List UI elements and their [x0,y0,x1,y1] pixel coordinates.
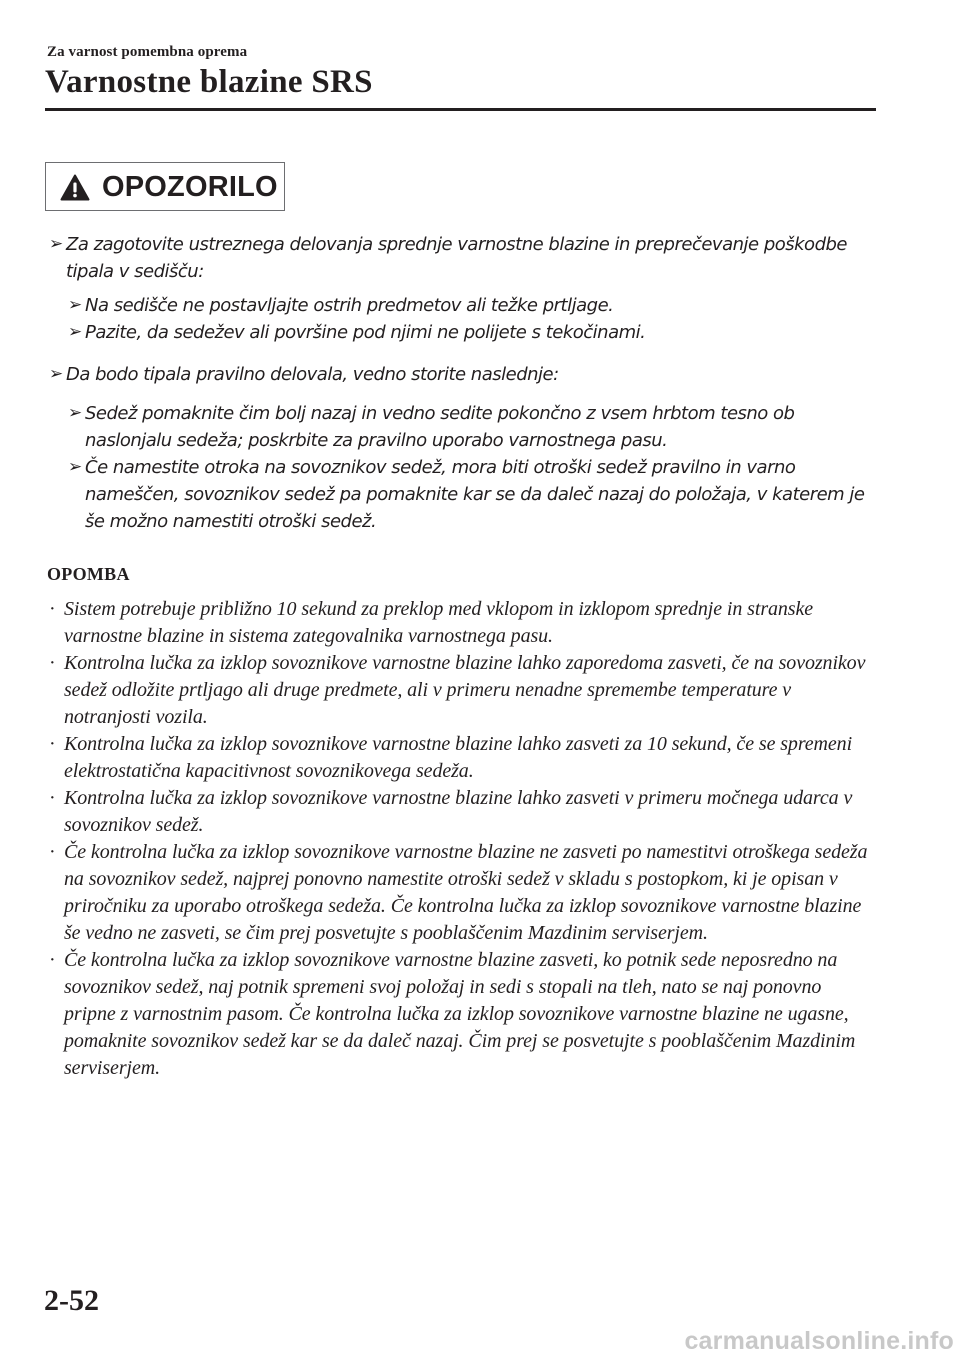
arrow-bullet-icon: ➢ [49,234,63,254]
note-item-text: Če kontrolna lučka za izklop sovoznikove varnostne blazine zasveti, ko potnik sede neposredno na sovoznikov sedež, naj potnik spremeni svoj položaj in sedi s stopali na tleh, nato se naj ponovno pripne z varnostnim pasom. Če kontrolna lučka za izklop sovoznikove varnostne blazine ne ugasne, pomaknite sovoznikov sedež kar se da daleč nazaj. Čim prej se posvetujte s pooblaščenim Mazdinim serviserjem. [64,949,856,1079]
watermark[interactable]: carmanualsonline.info [684,1327,954,1355]
arrow-bullet-icon: ➢ [49,364,63,384]
note-item [47,947,877,1082]
page-title: Varnostne blazine SRS [45,64,373,100]
warning-item [49,361,879,388]
warning-triangle-icon [60,174,90,201]
warning-subitem [68,454,878,535]
note-item [47,785,877,839]
note-item-text: Sistem potrebuje približno 10 sekund za preklop med vklopom in izklopom sprednje in stranske varnostne blazine in sistema zategovalnika varnostnega pasu. [64,598,814,647]
bullet-dot: · [49,787,56,809]
note-title: OPOMBA [47,564,130,584]
arrow-bullet-icon: ➢ [68,322,82,342]
note-item [47,596,877,650]
arrow-bullet-icon: ➢ [68,403,82,423]
bullet-dot: · [49,841,56,863]
warning-title: OPOZORILO [102,171,278,203]
section-label: Za varnost pomembna oprema [47,44,248,60]
bullet-dot: · [49,949,56,971]
note-item-text: Kontrolna lučka za izklop sovoznikove varnostne blazine lahko zasveti v primeru močnega udarca v sovoznikov sedež. [64,787,853,836]
note-item-text: Kontrolna lučka za izklop sovoznikove varnostne blazine lahko zasveti za 10 sekund, če se spremeni elektrostatična kapacitivnost sovoznikovega sedeža. [64,733,853,782]
warning-item-text: Za zagotovite ustreznega delovanja sprednje varnostne blazine in preprečevanje poškodbe tipala v sedišču: [66,234,847,282]
warning-item-text: Da bodo tipala pravilno delovala, vedno storite naslednje: [66,364,559,385]
bullet-dot: · [49,652,56,674]
warning-subitem-text: Sedež pomaknite čim bolj nazaj in vedno sedite pokončno z vsem hrbtom tesno ob naslonjalu sedeža; poskrbite za pravilno uporabo varnostnega pasu. [85,403,795,451]
warning-subitem [68,400,863,454]
arrow-bullet-icon: ➢ [68,295,82,315]
note-item [47,731,877,785]
note-item [47,650,877,731]
title-divider [45,108,876,111]
warning-subitem-text: Če namestite otroka na sovoznikov sedež, mora biti otroški sedež pravilno in varno nameščen, sovoznikov sedež pa pomaknite kar se da daleč nazaj do položaja, v katerem je še možno namestiti otroški sedež. [85,457,865,532]
note-list [47,596,877,1082]
arrow-bullet-icon: ➢ [68,457,82,477]
note-item-text: Kontrolna lučka za izklop sovoznikove varnostne blazine lahko zaporedoma zasveti, če na sovoznikov sedež odložite prtljago ali druge predmete, ali v primeru nenadne spremembe temperature v notranjosti vozila. [64,652,866,728]
note-item [47,839,877,947]
warning-subitem-text: Na sedišče ne postavljajte ostrih predmetov ali težke prtljage. [85,295,614,316]
warning-item [49,231,879,285]
warning-subitem [68,319,878,346]
bullet-dot: · [49,598,56,620]
warning-subitem [68,292,878,319]
page-number: 2-52 [44,1284,99,1317]
warning-heading-box [45,162,285,211]
note-item-text: Če kontrolna lučka za izklop sovoznikove varnostne blazine ne zasveti po namestitvi otroškega sedeža na sovoznikov sedež, najprej ponovno namestite otroški sedež v skladu s postopkom, ki je opisan v priročniku za uporabo otroškega sedeža. Če kontrolna lučka za izklop sovoznikove varnostne blazine še vedno ne zasveti, se čim prej posvetujte s pooblaščenim Mazdinim serviserjem. [64,841,868,944]
warning-subitem-text: Pazite, da sedežev ali površine pod njimi ne polijete s tekočinami. [85,322,646,343]
bullet-dot: · [49,733,56,755]
